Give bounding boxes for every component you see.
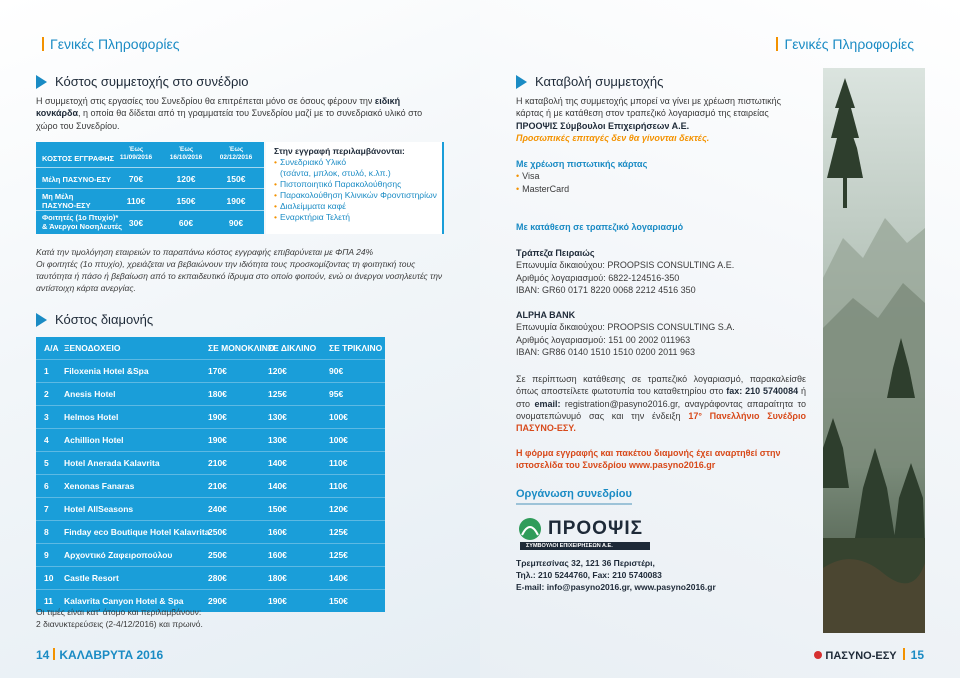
header-bar (42, 37, 44, 51)
table-cell: 9 (44, 550, 49, 560)
column-header: ΣΕ ΜΟΝΟΚΛΙΝΟ (208, 343, 275, 353)
bank-name: ALPHA BANK (516, 310, 576, 320)
divider (36, 167, 264, 168)
table-row (36, 567, 385, 589)
header-bar (776, 37, 778, 51)
table-cell: Finday eco Boutique Hotel Kalavrita (64, 527, 210, 537)
section-title: Καταβολή συμμετοχής (535, 74, 664, 89)
row-label-members: Μέλη ΠΑΣΥΝΟ-ΕΣΥ (42, 175, 112, 184)
deposit-title: Με κατάθεση σε τραπεζικό λογαριασμό (516, 222, 684, 232)
list-item: • MasterCard (516, 183, 570, 194)
table-cell: 150€ (329, 596, 348, 606)
payment-intro: Η καταβολή της συμμετοχής μπορεί να γίνει με χρέωση πιστωτικής κάρτας ή με κατάθεση στον τραπεζικό λογαριασμό της εταιρείας ΠΡΟΟΨΙΣ Σύμβουλοι Επιχειρήσεων Α.Ε. Προσωπικές επιταγές δεν θα γίνονται δεκτές. (516, 95, 806, 144)
header-title: Γενικές Πληροφορίες (50, 36, 180, 52)
table-cell: 90€ (329, 366, 344, 376)
table-cell: 180€ (208, 389, 227, 399)
table-row (36, 360, 385, 382)
price-note: Οι τιμές είναι κατ' άτομο και περιλαμβάνουν: 2 διανυκτερεύσεις (2-4/12/2016) και πρωινό. (36, 607, 203, 629)
table-cell: 10 (44, 573, 54, 583)
table-cell: 160€ (268, 550, 287, 560)
deposit-instructions: Σε περίπτωση κατάθεσης σε τραπεζικό λογαριασμό, παρακαλείσθε όπως αποστείλετε φωτοτυπία του καταθετηρίου στο fax: 210 5740084 ή στο email: registration@pasyno2016.gr, αναγράφοντας απαραίτητα το ονοματεπώνυμό σας και την ένδειξη 17° Πανελλήνιο Συνέδριο ΠΑΣΥΝΟ-ΕΣΥ. (516, 374, 806, 434)
proopsis-logo (516, 515, 656, 551)
divider (36, 210, 264, 211)
logo-wordmark: ΠΡΟΟΨΙΣ (548, 518, 644, 539)
list-item: • Διαλείμματα καφέ (274, 201, 346, 211)
list-item: • Εναρκτήρια Τελετή (274, 212, 351, 222)
table-cell: 4 (44, 435, 49, 445)
table-cell: 100€ (329, 412, 348, 422)
accommodation-heading (36, 312, 153, 327)
logo-subtitle: ΣΥΜΒΟΥΛΟΙ ΕΠΙΧΕΙΡΗΣΕΩΝ Α.Ε. (526, 543, 613, 549)
table-cell: 240€ (208, 504, 227, 514)
column-header: ΞΕΝΟΔΟΧΕΙΟ (64, 343, 121, 353)
table-row (36, 498, 385, 520)
table-row (36, 406, 385, 428)
table-cell: 110€ (329, 458, 348, 468)
row-label-students: Φοιτητές (1ο Πτυχίο)* & Άνεργοι Νοσηλευτές (42, 213, 123, 231)
row-label-nonmembers: Μη Μέλη ΠΑΣΥΝΟ-ΕΣΥ (42, 192, 91, 210)
mountain-forest-image (823, 68, 925, 633)
table-cell: 180€ (268, 573, 287, 583)
arrow-icon (516, 75, 527, 89)
table-row (36, 383, 385, 405)
card-payment (516, 158, 806, 195)
table-cell: 140€ (329, 573, 348, 583)
organizer-contact: Τρεμπεσίνας 32, 121 36 Περιστέρι, Τηλ.: 210 5244760, Fax: 210 5740083 E-mail: info@pasyno2016.gr, www.pasyno2016.gr (516, 558, 716, 592)
table-cell: 250€ (208, 527, 227, 537)
list-item: • Πιστοποιητικό Παρακολούθησης (274, 179, 402, 189)
page-number: 14 (36, 648, 50, 662)
table-cell: 170€ (208, 366, 227, 376)
cost-header-label: ΚΟΣΤΟΣ ΕΓΓΡΑΦΗΣ (42, 154, 115, 163)
pasyno-logo-icon (814, 651, 822, 659)
date-col-2: Έως 16/10/2016 (169, 146, 203, 161)
section-title: Κόστος διαμονής (55, 312, 154, 327)
company-name: ΠΡΟΟΨΙΣ Σύμβουλοι Επιχειρήσεων Α.Ε. (516, 120, 690, 131)
cost-section-heading (36, 74, 249, 89)
bullet-icon: • (274, 201, 277, 211)
cost-intro: Η συμμετοχή στις εργασίες του Συνεδρίου θα επιτρέπεται μόνο σε όσους φέρουν την ειδική κονκάρδα, η οποία θα δίδεται από τη γραμματεία του Συνεδρίου μαζί με το συνεδριακό υλικό στο χώρο του Συνεδρίου. (36, 96, 423, 131)
page-label: ΚΑΛΑΒΡΥΤΑ 2016 (59, 648, 164, 662)
bank-piraeus: Τράπεζα Πειραιώς Επωνυμία δικαιούχου: PROOPSIS CONSULTING A.E. Αριθμός λογαριασμού: 6822-124516-350 IBAN: GR60 0171 8220 0068 2212 4516 350 (516, 247, 806, 296)
table-cell: 2 (44, 389, 49, 399)
list-item: • Παρακολούθηση Κλινικών Φροντιστηρίων (274, 190, 437, 200)
includes-title: Στην εγγραφή περιλαμβάνονται: (274, 146, 405, 156)
table-cell: 210€ (208, 458, 227, 468)
table-cell: Hotel AllSeasons (64, 504, 134, 514)
payment-heading (516, 74, 663, 89)
includes-box (266, 142, 444, 234)
table-cell: 125€ (329, 527, 348, 537)
congress-reference: 17° Πανελλήνιο Συνέδριο ΠΑΣΥΝΟ-ΕΣΥ. (516, 410, 806, 434)
table-cell: Anesis Hotel (64, 389, 116, 399)
table-cell: 120€ (329, 504, 348, 514)
page-number: 15 (910, 648, 924, 662)
table-cell: Hotel Anerada Kalavrita (64, 458, 160, 468)
table-cell: 290€ (208, 596, 227, 606)
bullet-icon: • (274, 179, 277, 189)
bullet-icon: • (274, 190, 277, 200)
table-cell: Filoxenia Hotel &Spa (64, 366, 149, 376)
table-cell: 95€ (329, 389, 344, 399)
separator (903, 648, 905, 660)
arrow-icon (36, 313, 47, 327)
table-cell: 3 (44, 412, 49, 422)
date-col-1: Έως 11/09/2016 (119, 146, 153, 161)
bullet-icon: • (516, 183, 520, 194)
table-header (36, 337, 385, 359)
running-header-left (36, 36, 180, 52)
running-header-right (770, 36, 914, 52)
table-cell: 11 (44, 596, 53, 606)
page-number-right (814, 648, 924, 662)
table-row (36, 521, 385, 543)
table-cell: 1 (44, 366, 49, 376)
table-cell: 250€ (208, 550, 227, 560)
page-number-left (36, 648, 163, 662)
bullet-icon: • (516, 171, 520, 182)
registration-form-note: Η φόρμα εγγραφής και πακέτου διαμονής έχει αναρτηθεί στην ιστοσελίδα του Συνεδρίου www.pasyno2016.gr (516, 448, 781, 471)
table-cell: 210€ (208, 481, 227, 491)
bank-name: Τράπεζα Πειραιώς (516, 248, 595, 258)
table-row (36, 544, 385, 566)
table-cell: 190€ (268, 596, 287, 606)
accommodation-table (36, 337, 385, 612)
bullet-icon: • (274, 157, 277, 167)
table-row (36, 475, 385, 497)
table-cell: 7 (44, 504, 49, 514)
table-row (36, 452, 385, 474)
header-title: Γενικές Πληροφορίες (784, 36, 914, 52)
bullet-icon: • (274, 212, 277, 222)
vat-note: Κατά την τιμολόγηση εταιρειών το παραπάνω κόστος εγγραφής επιβαρύνεται με ΦΠΑ 24% Οι φοιτητές (1ο πτυχίο), χρειάζεται να βεβαιώνουν την ιδιότητα τους προσκομίζοντας τη φοιτητική τους ταυτότητα ή πάσο ή βεβαίωση από το εκπαιδευτικό ίδρυμα στο οποίο φοιτούν, ενώ οι άνεργοι νοσηλευτές την αντίστοιχη κάρτα ανεργίας. (36, 247, 443, 293)
table-cell: 125€ (329, 550, 348, 560)
table-cell: 6 (44, 481, 49, 491)
registration-cost-table: ΚΟΣΤΟΣ ΕΓΓΡΑΦΗΣ Έως 11/09/2016 Έως 16/10/2016 Έως 02/12/2016 Μέλη ΠΑΣΥΝΟ-ΕΣΥ 70€ 120€ 150€ Μη Μέλη ΠΑΣΥΝΟ-ΕΣΥ 110€ 150€ 190€ Φοιτητές (1ο Πτυχίο)* & Άνεργοι Νοσηλευτές 30€ 60€ 90€ (36, 142, 264, 234)
card-title: Με χρέωση πιστωτικής κάρτας (516, 159, 648, 169)
table-cell: 120€ (268, 366, 287, 376)
table-cell: 130€ (268, 412, 287, 422)
table-cell: 110€ (329, 481, 348, 491)
column-header: Α/Α (44, 343, 59, 353)
list-item: • Visa (516, 171, 540, 182)
column-header: ΣΕ ΤΡΙΚΛΙΝΟ (329, 343, 383, 353)
date-col-3: Έως 02/12/2016 (219, 146, 253, 161)
table-cell: 125€ (268, 389, 287, 399)
section-title: Κόστος συμμετοχής στο συνέδριο (55, 74, 249, 89)
column-header: ΣΕ ΔΙΚΛΙΝΟ (268, 343, 317, 353)
table-cell: 130€ (268, 435, 287, 445)
list-item: • Συνεδριακό Υλικό (274, 157, 347, 167)
table-cell: Castle Resort (64, 573, 119, 583)
page-brand: ΠΑΣΥΝΟ-ΕΣΥ (825, 650, 897, 662)
arrow-icon (36, 75, 47, 89)
mountain-photo (823, 68, 925, 633)
table-cell: 190€ (208, 435, 227, 445)
table-cell: 8 (44, 527, 49, 537)
email-link[interactable]: registration@pasyno2016.gr (564, 398, 678, 409)
list-item: (τσάντα, μπλοκ, στυλό, κ.λπ.) (280, 168, 391, 178)
separator (53, 648, 55, 660)
table-cell: 190€ (208, 412, 227, 422)
table-cell: 5 (44, 458, 49, 468)
table-cell: Achillion Hotel (64, 435, 124, 445)
badge-emphasis: ειδική κονκάρδα (36, 96, 401, 119)
table-cell: Kalavrita Canyon Hotel & Spa (64, 596, 184, 606)
table-row (36, 429, 385, 451)
table-cell: Helmos Hotel (64, 412, 119, 422)
table-cell: Αρχοντικό Ζαφειροπούλου (64, 550, 173, 560)
table-cell: 160€ (268, 527, 287, 537)
table-cell: 150€ (268, 504, 287, 514)
cheque-warning: Προσωπικές επιταγές δεν θα γίνονται δεκτές. (516, 132, 710, 143)
table-cell: 140€ (268, 481, 287, 491)
bank-alpha: ALPHA BANK Επωνυμία δικαιούχου: PROOPSIS CONSULTING S.A. Αριθμός λογαριασμού: 151 00 2002 011963 IBAN: GR86 0140 1510 1510 0200 2011 963 (516, 309, 806, 358)
table-cell: 140€ (268, 458, 287, 468)
table-cell: 280€ (208, 573, 227, 583)
organizer-title: Οργάνωση συνεδρίου (516, 488, 632, 505)
table-cell: Xenonas Fanaras (64, 481, 135, 491)
divider (36, 188, 264, 189)
table-cell: 100€ (329, 435, 348, 445)
